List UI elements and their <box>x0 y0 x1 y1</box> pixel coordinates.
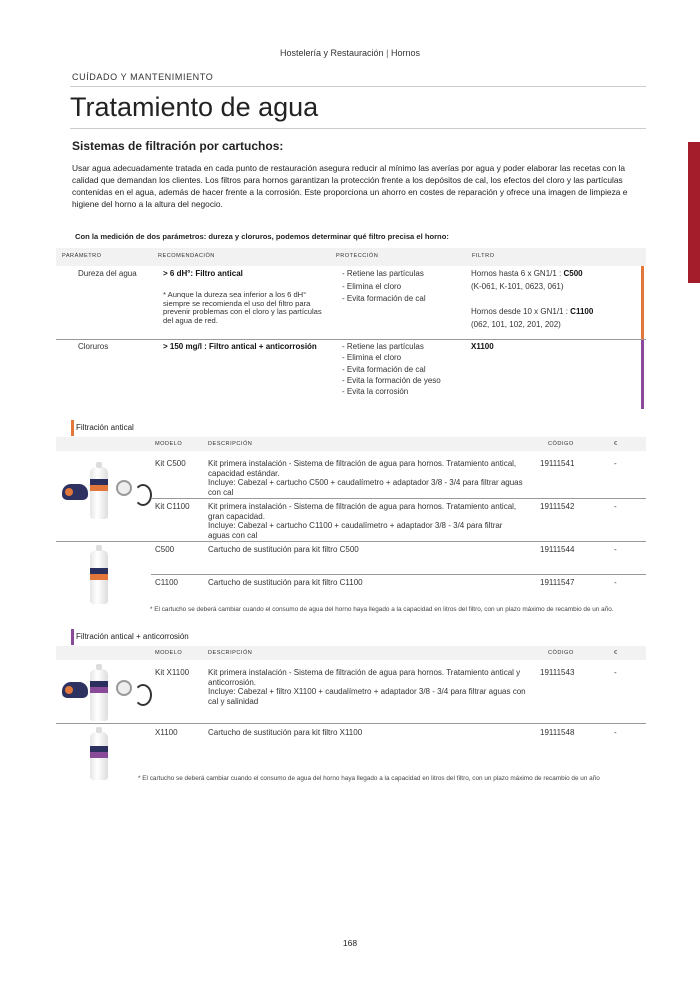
code-cell: 19111542 <box>540 502 575 511</box>
prot-item: - Evita la formación de yeso <box>342 375 441 385</box>
th-proteccion: PROTECCIÓN <box>336 253 379 259</box>
measurement-heading: Con la medición de dos parámetros: dureza y cloruros, podemos determinar qué filtro precisa el horno: <box>75 232 449 241</box>
th-codigo: CÓDIGO <box>548 441 574 447</box>
filter-dureza <box>471 268 639 331</box>
anticorr-heading <box>71 629 189 645</box>
orange-marker <box>71 420 74 436</box>
cartridge-bottle-icon <box>90 550 108 604</box>
prot-cloruros <box>342 341 441 397</box>
prot-item: - Evita la corrosión <box>342 387 409 397</box>
param-dureza: Dureza del agua <box>78 269 137 278</box>
model-cell: Kit X1100 <box>155 668 190 677</box>
anticorr-title: Filtración antical + anticorrosión <box>76 632 189 642</box>
rec-cloruros <box>163 341 317 354</box>
antical-footnote: * El cartucho se deberá cambiar cuando el consumo de agua del horno haya llegado a la capacidad en litros del filtro, con un plazo máximo de recambio de un año. <box>150 606 614 613</box>
header-category: Hostelería y Restauración <box>280 48 384 58</box>
cartridge-bottle-icon <box>90 669 108 721</box>
filter-line <box>471 306 639 319</box>
rec-dureza <box>163 268 243 281</box>
filter-models: (062, 101, 102, 201, 202) <box>471 319 561 329</box>
th-modelo: MODELO <box>155 441 183 447</box>
desc-cell: Kit primera instalación - Sistema de filtración de agua para hornos. Tratamiento antical, gran capacidad. Incluye: Cabezal + cartucho C1100 + caudalímetro + adaptador 3/8 - 3/4 para filtrar aguas con cal <box>208 502 517 540</box>
filter-line <box>471 268 639 281</box>
flowmeter-icon <box>116 680 132 696</box>
purple-marker <box>71 629 74 645</box>
code-cell: 19111544 <box>540 545 575 554</box>
cartridge-bottle-icon <box>90 467 108 519</box>
divider <box>70 128 646 129</box>
model-cell: C500 <box>155 545 175 554</box>
filter-text: Hornos desde 10 x GN1/1 : <box>471 307 571 316</box>
cartridge-bottle-icon <box>90 732 108 780</box>
price-cell: - <box>614 578 617 587</box>
intro-paragraph: Usar agua adecuadamente tratada en cada punto de restauración asegura reducir al mínimo las averías por agua y poder elaborar las recetas con la calidad que demandan los clientes. Los filtros para hornos garantizan la protección frente a los depósitos de cal, los efectos del cloro y las partículas contenidas en el agua, además de hacer frente a la corrosión. Este proporciona un ahorro en costes de reparación y ofrece una imagen de limpieza e higiene del horno a la altura del negocio. <box>72 163 628 209</box>
running-header <box>0 48 700 58</box>
th-parametro: PARÁMETRO <box>62 253 102 259</box>
filter-code: C500 <box>563 269 583 278</box>
model-cell: Kit C1100 <box>155 502 190 511</box>
th-euro: € <box>614 441 618 447</box>
header-sub: Hornos <box>390 48 420 58</box>
th-descripcion: DESCRIPCIÓN <box>208 441 253 447</box>
page-title: Tratamiento de agua <box>70 92 319 122</box>
filter-code: C1100 <box>570 307 594 316</box>
th-descripcion: DESCRIPCIÓN <box>208 650 253 656</box>
filter-head-icon <box>62 484 88 500</box>
code-cell: 19111548 <box>540 728 575 737</box>
code-cell: 19111543 <box>540 668 575 677</box>
desc-cell: Cartucho de sustitución para kit filtro C500 <box>208 545 359 554</box>
price-cell: - <box>614 502 617 511</box>
model-cell: X1100 <box>155 728 178 737</box>
page-number: 168 <box>342 938 358 948</box>
rec-dureza-text: > 6 dH°: Filtro antical <box>163 269 243 278</box>
th-filtro: FILTRO <box>472 253 495 259</box>
row-divider <box>151 574 646 575</box>
th-codigo: CÓDIGO <box>548 650 574 656</box>
price-cell: - <box>614 668 617 677</box>
orange-bar <box>641 266 644 339</box>
section-label: CUÍDADO Y MANTENIMIENTO <box>72 72 214 82</box>
filter-cloruros <box>471 341 494 354</box>
filter-code: X1100 <box>471 342 494 351</box>
rec-dureza-note: * Aunque la dureza sea inferior a los 6 dH° siempre se recomienda el uso del filtro para prevenir problemas con el cloro y las partículas del agua de red. <box>163 290 322 325</box>
hose-icon <box>134 684 152 706</box>
model-cell: Kit C500 <box>155 459 186 468</box>
desc-cell: Kit primera instalación - Sistema de filtración de agua para hornos. Tratamiento antical y anticorrosión. Incluye: Cabezal + filtro X1100 + caudalímetro + adaptador 3/8 - 3/4 para filtrar aguas con cal y salinidad <box>208 668 526 706</box>
header-separator: | <box>386 48 389 58</box>
divider <box>70 86 646 87</box>
price-cell: - <box>614 459 617 468</box>
prot-item: - Elimina el cloro <box>342 353 402 363</box>
rec-cloruros-text: > 150 mg/l : Filtro antical + anticorrosión <box>163 342 317 351</box>
filter-text: Hornos hasta 6 x GN1/1 : <box>471 269 564 278</box>
antical-title: Filtración antical <box>76 423 134 433</box>
hose-icon <box>134 484 152 506</box>
row-divider <box>56 723 646 724</box>
prot-item: - Evita formación de cal <box>342 294 426 303</box>
filter-models: (K-061, K-101, 0623, 061) <box>471 281 564 291</box>
side-tab-marker <box>688 142 700 283</box>
desc-cell: Kit primera instalación - Sistema de filtración de agua para hornos. Tratamiento antical, capacidad estándar. Incluye: Cabezal + cartucho C500 + caudalímetro + adaptador 3/8 - 3/4 para filtrar aguas con cal <box>208 459 523 497</box>
row-divider <box>56 339 646 340</box>
flowmeter-icon <box>116 480 132 496</box>
prot-dureza <box>342 268 426 306</box>
prot-item: - Evita formación de cal <box>342 364 426 374</box>
th-euro: € <box>614 650 618 656</box>
desc-cell: Cartucho de sustitución para kit filtro C1100 <box>208 578 363 587</box>
row-divider <box>151 498 646 499</box>
anticorr-footnote: * El cartucho se deberá cambiar cuando el consumo de agua del horno haya llegado a la capacidad en litros del filtro, con un plazo máximo de recambio de un año <box>138 775 600 782</box>
th-modelo: MODELO <box>155 650 183 656</box>
price-cell: - <box>614 545 617 554</box>
code-cell: 19111541 <box>540 459 575 468</box>
prot-item: - Retiene las partículas <box>342 342 424 351</box>
kit-c-image <box>58 462 153 524</box>
prot-item: - Elimina el cloro <box>342 281 402 291</box>
antical-heading <box>71 420 134 436</box>
code-cell: 19111547 <box>540 578 575 587</box>
kit-x-image <box>58 664 153 724</box>
purple-bar <box>641 340 644 409</box>
prot-item: - Retiene las partículas <box>342 269 424 278</box>
model-cell: C1100 <box>155 578 178 587</box>
row-divider <box>56 541 646 542</box>
price-cell: - <box>614 728 617 737</box>
desc-cell: Cartucho de sustitución para kit filtro X1100 <box>208 728 363 737</box>
th-recomendacion: RECOMENDACIÓN <box>158 253 215 259</box>
param-cloruros: Cloruros <box>78 342 109 351</box>
subtitle: Sistemas de filtración por cartuchos: <box>72 139 284 153</box>
filter-head-icon <box>62 682 88 698</box>
